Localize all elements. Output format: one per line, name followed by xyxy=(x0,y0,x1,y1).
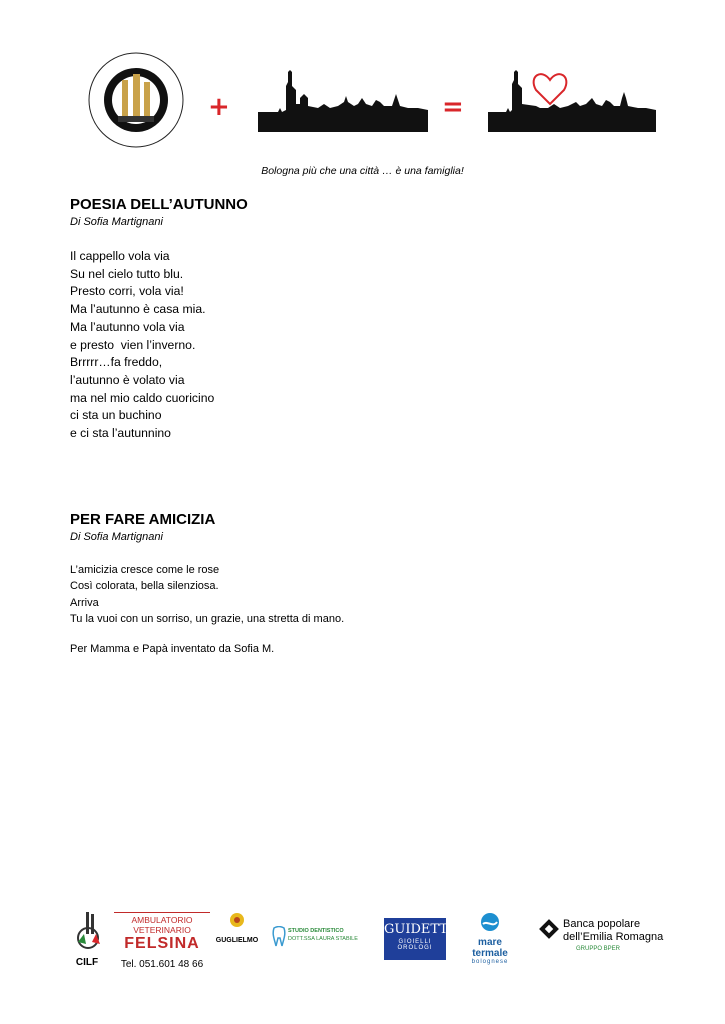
poem-line: Tu la vuoi con un sorriso, un grazie, una stretta di mano. xyxy=(70,612,345,625)
sponsor-banca-popolare xyxy=(538,912,668,968)
poem-line: Su nel cielo tutto blu. xyxy=(70,266,184,281)
poem2-body xyxy=(70,562,344,627)
poem1-body xyxy=(70,248,214,443)
sponsor-guidetti xyxy=(384,918,454,960)
mare-line1: mare termale xyxy=(472,937,508,959)
poem1-author: Di Sofia Martignani xyxy=(70,216,163,228)
guidetti-line1: GUIDETTI xyxy=(384,922,454,937)
poem-line: Ma l’autunno è casa mia. xyxy=(70,302,206,317)
poem-line: L’amicizia cresce come le rose xyxy=(70,564,220,576)
poem-line: Presto corri, vola via! xyxy=(70,284,184,299)
association-logo-emblem xyxy=(88,48,188,160)
tagline: Bologna più che una città … è una famiglia! xyxy=(261,165,464,177)
bologna-skyline xyxy=(258,64,428,132)
sponsor-cilf xyxy=(66,912,108,968)
poem-line: l’autunno è volato via xyxy=(70,372,185,387)
tooth-icon xyxy=(272,926,286,948)
poem-line: Ma l’autunno vola via xyxy=(70,319,185,334)
bank-line2: dell’Emilia Romagna xyxy=(563,931,664,943)
poem1-title: POESIA DELL’AUTUNNO xyxy=(70,196,248,213)
poem-line: ci sta un buchino xyxy=(70,408,162,423)
equals-sign: = xyxy=(442,92,464,122)
dentist-line2: DOTT.SSA LAURA STABILE xyxy=(288,936,358,942)
cilf-label: CILF xyxy=(75,957,99,968)
sponsor-studio-dentistico xyxy=(272,912,364,968)
wave-drop-icon xyxy=(479,912,501,932)
sponsor-guglielmo xyxy=(214,912,260,968)
poem-line: e presto vien l’inverno. xyxy=(70,337,196,352)
bank-line1: Banca popolare xyxy=(563,918,641,930)
association-logo xyxy=(88,48,188,160)
sun-icon xyxy=(229,912,245,928)
poem-line: Il cappello vola via xyxy=(70,249,170,263)
bank-line3: GRUPPO BPER xyxy=(576,946,621,952)
poem2-author: Di Sofia Martignani xyxy=(70,531,163,543)
poem-line: Arriva xyxy=(70,596,99,609)
bologna-skyline-heart xyxy=(488,64,656,132)
plus-sign: + xyxy=(208,92,230,122)
dentist-line1: STUDIO DENTISTICO xyxy=(288,928,344,934)
poem-line: ma nel mio caldo cuoricino xyxy=(70,390,215,405)
guglielmo-label: GUGLIELMO xyxy=(215,937,259,944)
cilf-logo-icon xyxy=(66,912,108,952)
sponsor-mare-termale xyxy=(462,912,518,968)
dedication: Per Mamma e Papà inventato da Sofia M. xyxy=(70,643,275,655)
vet-phone: Tel. 051.601 48 66 xyxy=(120,959,204,970)
vet-line2: FELSINA xyxy=(124,935,200,952)
guidetti-line2: GIOIELLI OROLOGI xyxy=(397,939,433,951)
vet-line1: AMBULATORIO VETERINARIO xyxy=(114,912,210,935)
bank-logo-icon xyxy=(538,918,560,940)
poem2-title: PER FARE AMICIZIA xyxy=(70,511,216,528)
mare-line2: bolognese xyxy=(471,959,509,965)
sponsor-vet-felsina xyxy=(114,912,210,968)
poem-line: Brrrrr…fa freddo, xyxy=(70,355,163,370)
poem-line: e ci sta l’autunnino xyxy=(70,426,171,441)
poem-line: Così colorata, bella silenziosa. xyxy=(70,580,219,593)
